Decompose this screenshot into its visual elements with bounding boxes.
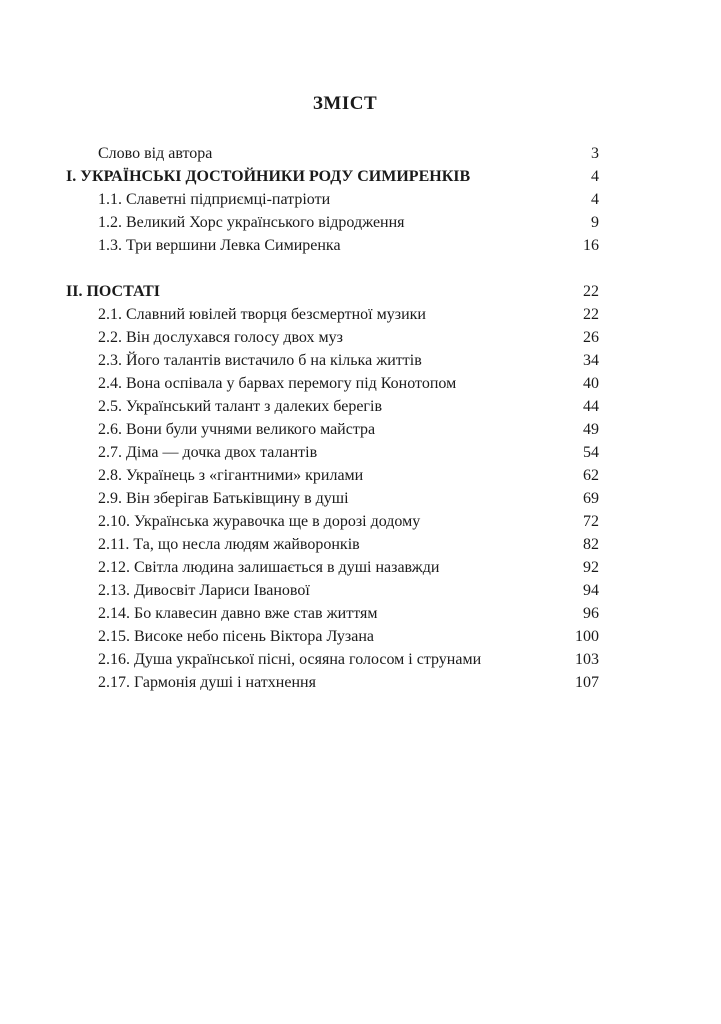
toc-subsection-entry [66, 625, 599, 648]
toc-page-number: 69 [583, 490, 599, 507]
toc-entry-title: 2.13. Дивосвіт Лариси Іванової [98, 582, 310, 599]
toc-entry-title: I. УКРАЇНСЬКІ ДОСТОЙНИКИ РОДУ СИМИРЕНКІВ [66, 168, 471, 185]
toc-entry-title: 2.2. Він дослухався голосу двох муз [98, 329, 343, 346]
toc-subsection-entry [66, 349, 599, 372]
toc-entry-title: 2.10. Українська журавочка ще в дорозі додому [98, 513, 421, 530]
toc-subsection-entry [66, 441, 599, 464]
toc-page-number: 40 [583, 375, 599, 392]
toc-subsection-entry [66, 188, 599, 211]
toc-entry-title: 2.8. Українець з «гігантними» крилами [98, 467, 364, 484]
toc-page-number: 72 [583, 513, 599, 530]
toc-subsection-entry [66, 602, 599, 625]
toc-entry-title: 2.1. Славний ювілей творця безсмертної музики [98, 306, 426, 323]
toc-subsection-entry [66, 533, 599, 556]
toc-page-number: 22 [583, 306, 599, 323]
toc-entry-title: 2.16. Душа української пісні, осяяна голосом і струнами [98, 651, 482, 668]
toc-entry-title: 1.3. Три вершини Левка Симиренка [98, 237, 341, 254]
toc-subsection-entry [66, 556, 599, 579]
toc-page-number: 9 [591, 214, 599, 231]
toc-entry-title: 2.14. Бо клавесин давно вже став життям [98, 605, 378, 622]
toc-subsection-entry [66, 234, 599, 257]
toc-page-number: 54 [583, 444, 599, 461]
toc-subsection-entry [66, 648, 599, 671]
toc-subsection-entry [66, 487, 599, 510]
toc-subsection-entry [66, 418, 599, 441]
toc-entry-title: 1.2. Великий Хорс українського відродження [98, 214, 405, 231]
toc-entry-title: 2.5. Український талант з далеких берегів [98, 398, 382, 415]
toc-page-number: 82 [583, 536, 599, 553]
toc-page-number: 94 [583, 582, 599, 599]
toc-subsection-entry [66, 510, 599, 533]
toc-subsection-entry [66, 372, 599, 395]
toc-entry-title: 2.15. Високе небо пісень Віктора Лузана [98, 628, 374, 645]
toc-subsection-entry [66, 211, 599, 234]
toc-page-number: 96 [583, 605, 599, 622]
toc-page-number: 49 [583, 421, 599, 438]
toc-entry-title: 2.11. Та, що несла людям жайворонків [98, 536, 360, 553]
toc-entry-title: 2.6. Вони були учнями великого майстра [98, 421, 376, 438]
table-of-contents [66, 142, 599, 694]
toc-entry-title: II. ПОСТАТІ [66, 283, 161, 300]
toc-entry-title: 2.3. Його талантів вистачило б на кілька життів [98, 352, 422, 369]
toc-intro-entry [66, 142, 599, 165]
toc-entry-title: 2.7. Діма — дочка двох талантів [98, 444, 318, 461]
page-title: ЗМІСТ [312, 93, 378, 114]
toc-entry-title: 2.9. Він зберігав Батьківщину в душі [98, 490, 349, 507]
toc-page-number: 44 [583, 398, 599, 415]
toc-subsection-entry [66, 303, 599, 326]
toc-entry-title: 2.17. Гармонія душі і натхнення [98, 674, 316, 691]
toc-entry-title: Слово від автора [98, 145, 213, 162]
toc-section-entry [66, 280, 599, 303]
toc-entry-title: 2.12. Світла людина залишається в душі назавжди [98, 559, 440, 576]
toc-page-number: 16 [583, 237, 599, 254]
toc-page-number: 103 [575, 651, 599, 668]
toc-subsection-entry [66, 326, 599, 349]
toc-page-number: 4 [591, 168, 599, 185]
toc-subsection-entry [66, 671, 599, 694]
toc-section-entry [66, 165, 599, 188]
toc-subsection-entry [66, 395, 599, 418]
toc-page-number: 22 [583, 283, 599, 300]
toc-page-number: 100 [575, 628, 599, 645]
toc-page-number: 4 [591, 191, 599, 208]
toc-page-number: 26 [583, 329, 599, 346]
toc-entry-title: 1.1. Славетні підприємці-патріоти [98, 191, 331, 208]
toc-subsection-entry [66, 579, 599, 602]
toc-page-number: 3 [591, 145, 599, 162]
toc-entry-title: 2.4. Вона оспівала у барвах перемогу під Конотопом [98, 375, 457, 392]
toc-subsection-entry [66, 464, 599, 487]
toc-page-number: 107 [575, 674, 599, 691]
toc-page-number: 92 [583, 559, 599, 576]
toc-page-number: 62 [583, 467, 599, 484]
toc-page-number: 34 [583, 352, 599, 369]
